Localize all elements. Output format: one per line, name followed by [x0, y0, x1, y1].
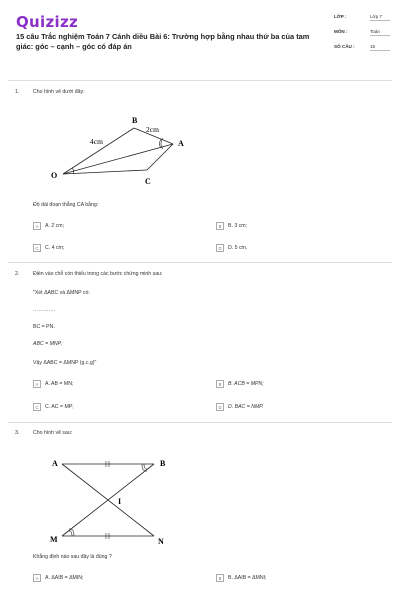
label-N: N — [158, 537, 164, 546]
q3-option-b-box: B — [216, 574, 224, 582]
meta-subject-label: MÔN : — [334, 29, 348, 34]
meta-class-value: Lớp 7 — [370, 14, 390, 21]
label-O: O — [51, 171, 58, 180]
q2-option-b-box: B — [216, 380, 224, 388]
q1-option-c[interactable] — [33, 244, 64, 252]
label-C: C — [145, 177, 151, 186]
q1-option-a-text: A. 2 cm; — [45, 223, 65, 229]
q3-option-b-text: B. ΔAIB = ΔMNI; — [228, 575, 267, 581]
q2-line-4: ABC = MNP; — [33, 341, 63, 347]
q3-option-a-text: A. ΔAIB = ΔMIN; — [45, 575, 84, 581]
question-3-prompt: Khẳng định nào sau đây là đúng ? — [33, 554, 112, 560]
meta-class-label: LỚP : — [334, 14, 347, 19]
q1-option-a[interactable] — [33, 222, 64, 230]
question-1-figure — [48, 112, 198, 192]
label-A: A — [178, 139, 184, 148]
question-divider-2 — [8, 422, 392, 423]
meta-count-value: 15 — [370, 44, 390, 51]
label-B: B — [132, 116, 138, 125]
question-3-number: 3. — [15, 430, 20, 436]
q2-option-c-box: C — [33, 403, 41, 411]
q1-option-c-box: C — [33, 244, 41, 252]
question-1-number: 1. — [15, 89, 20, 95]
q2-option-d-text: D. BAC = NMP. — [228, 404, 264, 410]
label-2cm: 2cm — [146, 125, 159, 134]
q2-option-d[interactable] — [216, 403, 264, 411]
q2-option-a-text: A. AB = MN; — [45, 381, 74, 387]
q2-option-c[interactable] — [33, 403, 74, 411]
quizizz-logo: Quizizz — [16, 13, 79, 31]
q2-option-c-text: C. AC = MP; — [45, 404, 74, 410]
q1-option-b[interactable] — [216, 222, 247, 230]
q3-option-b[interactable] — [216, 574, 267, 582]
q2-option-b-text: B. ACB = MPN; — [228, 381, 264, 387]
q2-line-1: "Xét ΔABC và ΔMNP có: — [33, 290, 90, 296]
question-2-text: Điền vào chỗ còn thiếu trong các bước chứng minh sau: — [33, 271, 163, 277]
meta-panel — [334, 14, 390, 51]
question-divider-1 — [8, 262, 392, 263]
question-3-text: Cho hình vẽ sau: — [33, 430, 73, 436]
q1-option-b-text: B. 3 cm; — [228, 223, 248, 229]
question-2-number: 2. — [15, 271, 20, 277]
document-title: 15 câu Trắc nghiệm Toán 7 Cánh diều Bài 6: Trường hợp bằng nhau thứ ba của tam giác: góc – cạnh – góc có đáp án — [16, 32, 310, 51]
q1-option-c-text: C. 4 cm; — [45, 245, 65, 251]
q1-option-b-box: B — [216, 222, 224, 230]
q2-line-3: BC = PN. — [33, 324, 55, 330]
label-I: I — [118, 497, 122, 506]
meta-subject-value: Toán — [370, 29, 390, 36]
question-1-text: Cho hình vẽ dưới đây: — [33, 89, 85, 95]
q1-option-a-box: A — [33, 222, 41, 230]
q1-option-d-box: D — [216, 244, 224, 252]
question-3-figure — [44, 454, 184, 549]
label-B: B — [160, 459, 166, 468]
q2-option-a[interactable] — [33, 380, 73, 388]
label-A: A — [52, 459, 58, 468]
q3-option-a[interactable] — [33, 574, 84, 582]
q1-option-d-text: D. 5 cm. — [228, 245, 248, 251]
q2-option-a-box: A — [33, 380, 41, 388]
question-1-prompt: Độ dài đoạn thẳng CA bằng: — [33, 202, 99, 208]
label-4cm: 4cm — [90, 137, 103, 146]
q2-line-5: Vậy ΔABC = ΔMNP (g.c.g)" — [33, 360, 97, 366]
q3-option-a-box: A — [33, 574, 41, 582]
q1-option-d[interactable] — [216, 244, 247, 252]
header-divider — [8, 80, 392, 81]
label-M: M — [50, 535, 58, 544]
q2-option-b[interactable] — [216, 380, 264, 388]
meta-count-label: SỐ CÂU : — [334, 44, 355, 49]
q2-option-d-box: D — [216, 403, 224, 411]
q2-line-2: …………. — [33, 307, 56, 313]
